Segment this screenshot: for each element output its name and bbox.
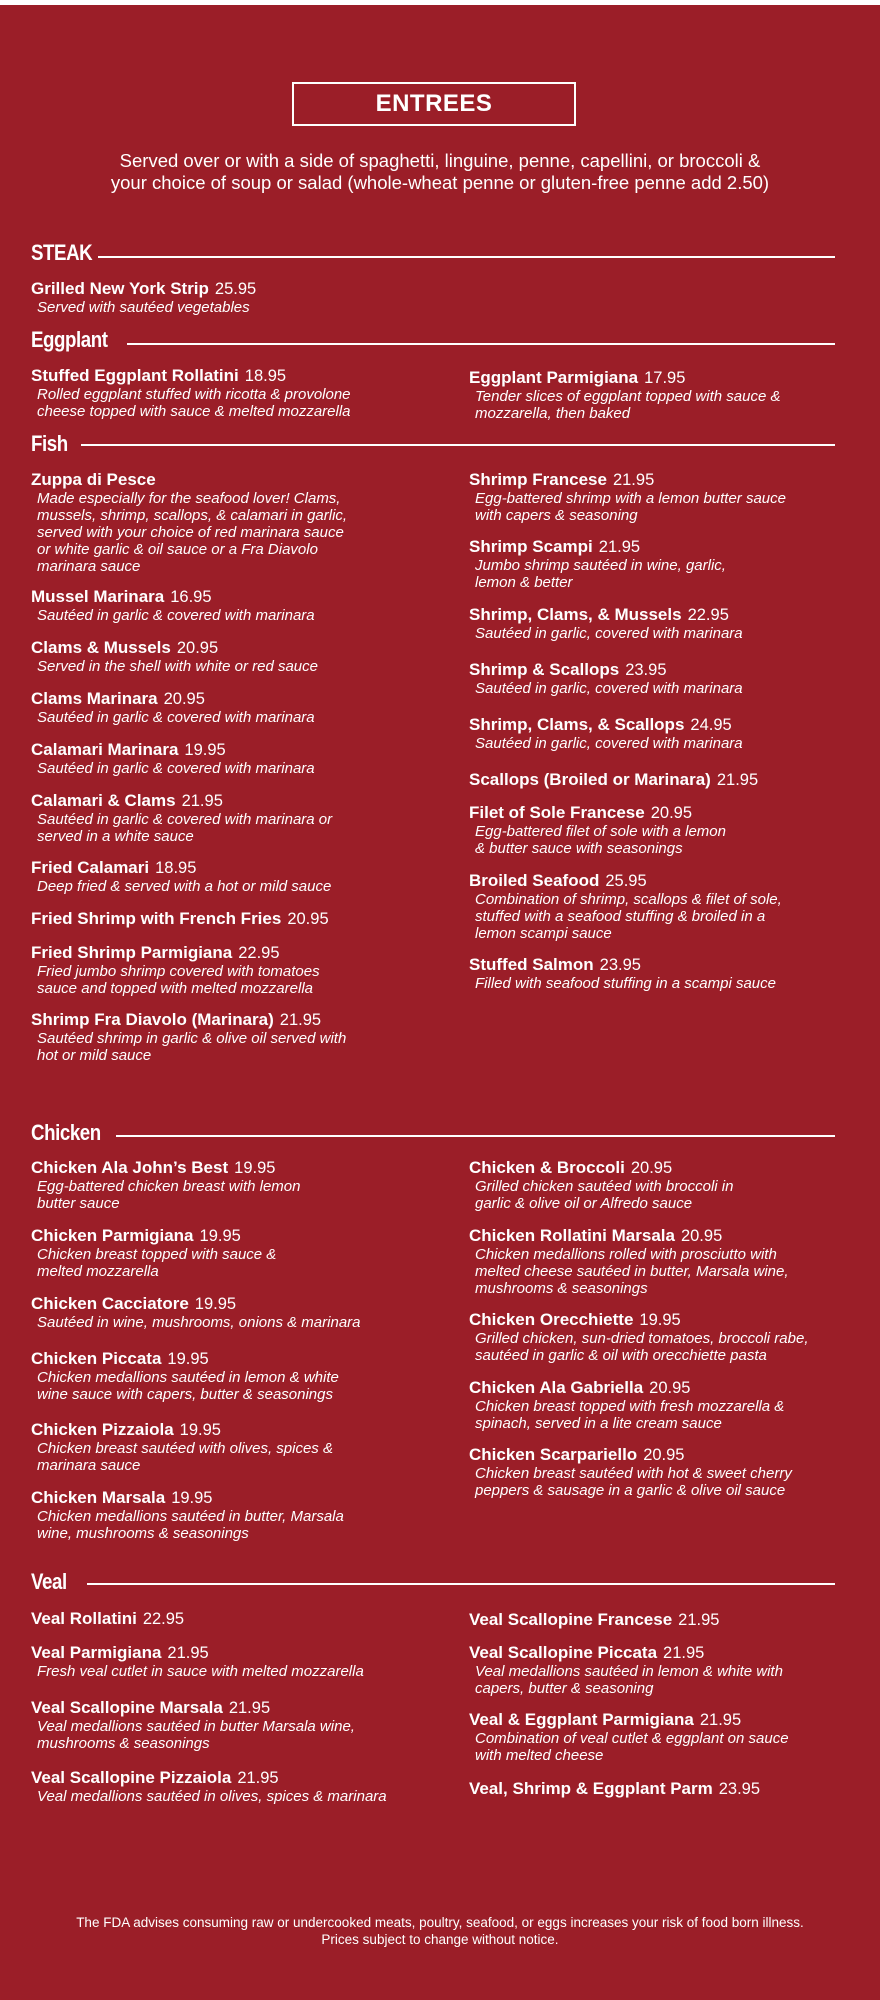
- section-title: Chicken: [31, 1120, 101, 1145]
- item-name: [469, 871, 782, 891]
- item-title: Shrimp, Clams, & Scallops: [469, 715, 685, 734]
- item-title: Grilled New York Strip: [31, 279, 209, 298]
- item-description: Chicken breast topped with sauce &: [37, 1246, 277, 1263]
- menu-item: [469, 368, 780, 422]
- item-description: wine sauce with capers, butter & seasonings: [37, 1386, 333, 1403]
- item-description: Sautéed in garlic, covered with marinara: [475, 680, 743, 697]
- section-rule: [81, 444, 835, 446]
- item-description: spinach, served in a lite cream sauce: [475, 1415, 722, 1432]
- item-name: [31, 279, 256, 299]
- item-title: Chicken Ala Gabriella: [469, 1378, 644, 1397]
- item-price: 18.95: [155, 859, 197, 877]
- item-name: [31, 1488, 344, 1508]
- item-price: 20.95: [163, 690, 205, 708]
- item-name: [31, 1010, 346, 1030]
- item-title: Eggplant Parmigiana: [469, 368, 639, 387]
- item-title: Shrimp Scampi: [469, 537, 593, 556]
- menu-item: [31, 1349, 339, 1403]
- item-title: Veal Scallopine Pizzaiola: [31, 1768, 232, 1787]
- item-price: 20.95: [649, 1379, 691, 1397]
- item-description: Veal medallions sautéed in butter Marsala wine,: [37, 1718, 355, 1735]
- item-price: 20.95: [176, 639, 219, 657]
- item-price: 21.95: [167, 1644, 209, 1662]
- item-description: served with your choice of red marinara sauce: [37, 524, 344, 541]
- section-title: Fish: [31, 431, 68, 456]
- menu-item: [469, 1226, 789, 1297]
- item-description: Sautéed in garlic & covered with marinara: [37, 760, 315, 777]
- section-title: Veal: [31, 1569, 67, 1594]
- item-description: Combination of veal cutlet & eggplant on sauce: [475, 1730, 789, 1747]
- menu-item: [31, 1294, 361, 1331]
- item-name: [469, 1445, 792, 1465]
- menu-item: [469, 1610, 719, 1630]
- item-name: [31, 689, 315, 709]
- menu-item: [31, 587, 315, 624]
- item-title: Broiled Seafood: [469, 871, 600, 890]
- item-title: Stuffed Eggplant Rollatini: [31, 366, 239, 385]
- item-description: Tender slices of eggplant topped with sauce &: [475, 388, 781, 405]
- item-price: 21.95: [678, 1611, 720, 1629]
- item-name: [469, 803, 726, 823]
- item-description: garlic & olive oil or Alfredo sauce: [475, 1195, 693, 1212]
- item-price: 23.95: [625, 661, 667, 679]
- intro-text: [40, 150, 840, 194]
- item-description: Chicken medallions sautéed in lemon & white: [37, 1369, 339, 1386]
- item-name: [31, 1294, 361, 1314]
- item-description: Egg-battered shrimp with a lemon butter sauce: [475, 490, 786, 507]
- item-description: marinara sauce: [37, 558, 141, 575]
- menu-item: [469, 605, 743, 642]
- item-description: Sautéed in garlic, covered with marinara: [475, 625, 743, 642]
- item-title: Veal Scallopine Marsala: [31, 1698, 223, 1717]
- menu-item: [469, 660, 743, 697]
- item-description: mozzarella, then baked: [475, 405, 631, 422]
- item-title: Veal Scallopine Piccata: [469, 1643, 658, 1662]
- item-name: [31, 587, 315, 607]
- item-description: Rolled eggplant stuffed with ricotta & provolone: [37, 386, 351, 403]
- item-title: Shrimp, Clams, & Mussels: [469, 605, 682, 624]
- item-title: Stuffed Salmon: [469, 955, 594, 974]
- item-name: [31, 1349, 339, 1369]
- page-title: ENTREES: [292, 82, 576, 126]
- item-name: [469, 1710, 789, 1730]
- item-price: 19.95: [234, 1159, 276, 1177]
- item-description: Egg-battered chicken breast with lemon: [37, 1178, 301, 1195]
- section-veal: [31, 1567, 73, 1597]
- menu-item: [469, 715, 743, 752]
- menu-item: [469, 803, 726, 857]
- item-title: Chicken Marsala: [31, 1488, 166, 1507]
- item-name: [469, 368, 780, 388]
- menu-item: [469, 1310, 809, 1364]
- menu-item: [31, 1158, 300, 1212]
- item-price: 21.95: [699, 1711, 742, 1729]
- item-price: 20.95: [630, 1159, 673, 1177]
- menu-item: [31, 943, 320, 997]
- item-title: Chicken Rollatini Marsala: [469, 1226, 675, 1245]
- item-description: melted cheese sautéed in butter, Marsala wine,: [475, 1263, 789, 1280]
- menu-item: [31, 689, 315, 726]
- item-name: [469, 1226, 789, 1246]
- menu-item: [469, 871, 782, 942]
- item-name: [469, 605, 743, 625]
- item-price: 21.95: [237, 1769, 279, 1787]
- item-price: 16.95: [170, 588, 212, 606]
- item-title: Clams & Mussels: [31, 638, 171, 657]
- item-name: [469, 955, 776, 975]
- item-description: Chicken breast sautéed with olives, spices &: [37, 1440, 333, 1457]
- item-title: Shrimp Francese: [469, 470, 607, 489]
- item-title: Veal Scallopine Francese: [469, 1610, 673, 1629]
- item-price: 20.95: [650, 804, 693, 822]
- item-description: Made especially for the seafood lover! Clams,: [37, 490, 341, 507]
- item-description: Veal medallions sautéed in olives, spices & marinara: [37, 1788, 387, 1805]
- footer-line-1: The FDA advises consuming raw or undercooked meats, poultry, seafood, or eggs increases your risk of food born illness.: [76, 1915, 804, 1930]
- item-title: Fried Shrimp Parmigiana: [31, 943, 233, 962]
- menu-item: [31, 1698, 355, 1752]
- item-description: butter sauce: [37, 1195, 120, 1212]
- item-price: 19.95: [184, 741, 226, 759]
- item-description: with capers & seasoning: [475, 507, 638, 524]
- item-description: Chicken breast sautéed with hot & sweet cherry: [475, 1465, 792, 1482]
- item-price: 21.95: [716, 771, 759, 789]
- menu-item: [31, 1488, 344, 1542]
- menu-item: [469, 1158, 733, 1212]
- menu-item: [31, 1420, 333, 1474]
- item-title: Shrimp & Scallops: [469, 660, 620, 679]
- section-fish: [31, 429, 74, 459]
- menu-item: [31, 909, 329, 929]
- item-title: Chicken Cacciatore: [31, 1294, 189, 1313]
- item-price: 17.95: [644, 369, 686, 387]
- item-title: Veal Parmigiana: [31, 1643, 162, 1662]
- item-description: mushrooms & seasonings: [475, 1280, 648, 1297]
- item-name: [31, 943, 320, 963]
- item-name: [469, 1779, 760, 1799]
- item-description: Sautéed in garlic & covered with marinara: [37, 607, 315, 624]
- item-name: [31, 1158, 300, 1178]
- item-description: Filled with seafood stuffing in a scampi sauce: [475, 975, 776, 992]
- item-description: Fried jumbo shrimp covered with tomatoes: [37, 963, 320, 980]
- item-price: 22.95: [142, 1610, 185, 1628]
- item-description: mussels, shrimp, scallops, & calamari in garlic,: [37, 507, 348, 524]
- item-title: Veal, Shrimp & Eggplant Parm: [469, 1779, 713, 1798]
- item-price: 19.95: [194, 1295, 237, 1313]
- item-name: [469, 770, 758, 790]
- item-description: sautéed in garlic & oil with orecchiette pasta: [475, 1347, 767, 1364]
- item-title: Chicken Scarpariello: [469, 1445, 638, 1464]
- item-description: Jumbo shrimp sautéed in wine, garlic,: [475, 557, 726, 574]
- section-rule: [98, 256, 835, 258]
- item-price: 21.95: [612, 471, 655, 489]
- top-border: [0, 0, 880, 5]
- item-name: [31, 366, 351, 386]
- item-description: Chicken breast topped with fresh mozzarella &: [475, 1398, 785, 1415]
- item-name: [31, 638, 318, 658]
- menu-item: [31, 1609, 184, 1629]
- item-title: Shrimp Fra Diavolo (Marinara): [31, 1010, 274, 1029]
- item-title: Veal Rollatini: [31, 1609, 137, 1628]
- intro-line-1: Served over or with a side of spaghetti, linguine, penne, capellini, or broccoli &: [119, 150, 761, 171]
- item-price: 24.95: [690, 716, 732, 734]
- item-description: Combination of shrimp, scallops & filet of sole,: [475, 891, 782, 908]
- menu-item: [469, 537, 726, 591]
- section-rule: [127, 343, 835, 345]
- menu-item: [31, 638, 318, 675]
- item-title: Chicken Orecchiette: [469, 1310, 634, 1329]
- item-price: 21.95: [181, 792, 223, 810]
- item-description: served in a white sauce: [37, 828, 194, 845]
- item-description: Sautéed in garlic & covered with marinara or: [37, 811, 333, 828]
- menu-item: [469, 955, 776, 992]
- item-title: Chicken Ala John’s Best: [31, 1158, 229, 1177]
- item-description: Grilled chicken sautéed with broccoli in: [475, 1178, 734, 1195]
- intro-line-2: your choice of soup or salad (whole-wheat penne or gluten-free penne add 2.50): [110, 172, 770, 193]
- item-price: 22.95: [687, 606, 729, 624]
- menu-item: [31, 366, 351, 420]
- item-name: [469, 1643, 783, 1663]
- item-name: [469, 1158, 733, 1178]
- item-price: 19.95: [179, 1421, 221, 1439]
- menu-item: [31, 279, 256, 316]
- item-description: wine, mushrooms & seasonings: [37, 1525, 249, 1542]
- item-title: Scallops (Broiled or Marinara): [469, 770, 711, 789]
- section-rule: [87, 1583, 835, 1585]
- item-name: [469, 1610, 719, 1630]
- item-title: Chicken Pizzaiola: [31, 1420, 174, 1439]
- menu-item: [31, 858, 331, 895]
- item-price: 19.95: [199, 1227, 241, 1245]
- item-description: hot or mild sauce: [37, 1047, 152, 1064]
- item-description: & butter sauce with seasonings: [475, 840, 683, 857]
- menu-item: [31, 1226, 276, 1280]
- item-price: 22.95: [238, 944, 280, 962]
- item-price: 18.95: [244, 367, 287, 385]
- menu-item: [469, 470, 786, 524]
- item-description: Served with sautéed vegetables: [37, 299, 250, 316]
- item-name: [31, 1768, 387, 1788]
- menu-item: [469, 1643, 783, 1697]
- menu-item: [469, 1445, 792, 1499]
- item-description: Served in the shell with white or red sauce: [37, 658, 318, 675]
- item-name: [31, 791, 332, 811]
- item-description: Sautéed in garlic & covered with marinara: [37, 709, 315, 726]
- item-name: [469, 470, 786, 490]
- item-name: [469, 537, 726, 557]
- menu-item: [31, 740, 315, 777]
- item-title: Fried Shrimp with French Fries: [31, 909, 282, 928]
- menu-item: [31, 1010, 346, 1064]
- footer-disclaimer: [0, 1914, 880, 1948]
- item-price: 25.95: [214, 280, 257, 298]
- item-name: [31, 1643, 364, 1663]
- item-name: [31, 1609, 184, 1629]
- menu-item: [31, 470, 347, 575]
- item-price: 20.95: [643, 1446, 685, 1464]
- item-name: [31, 470, 347, 490]
- footer-line-2: Prices subject to change without notice.: [321, 1932, 559, 1947]
- section-rule: [116, 1135, 835, 1137]
- item-description: or white garlic & oil sauce or a Fra Diavolo: [37, 541, 318, 558]
- item-title: Filet of Sole Francese: [469, 803, 645, 822]
- item-description: Fresh veal cutlet in sauce with melted mozzarella: [37, 1663, 364, 1680]
- menu-item: [469, 1378, 784, 1432]
- item-name: [469, 1310, 809, 1330]
- item-price: 19.95: [171, 1489, 213, 1507]
- item-price: 19.95: [639, 1311, 681, 1329]
- item-price: 21.95: [663, 1644, 705, 1662]
- item-name: [469, 715, 743, 735]
- section-steak: [31, 238, 103, 268]
- item-title: Chicken & Broccoli: [469, 1158, 625, 1177]
- item-title: Chicken Parmigiana: [31, 1226, 194, 1245]
- item-description: Deep fried & served with a hot or mild sauce: [37, 878, 332, 895]
- item-description: stuffed with a seafood stuffing & broiled in a: [475, 908, 766, 925]
- item-price: 23.95: [599, 956, 641, 974]
- item-description: mushrooms & seasonings: [37, 1735, 210, 1752]
- menu-item: [31, 791, 332, 845]
- item-description: cheese topped with sauce & melted mozzarella: [37, 403, 351, 420]
- item-description: Chicken medallions sautéed in butter, Marsala: [37, 1508, 344, 1525]
- item-description: capers, butter & seasoning: [475, 1680, 654, 1697]
- item-description: Veal medallions sautéed in lemon & white with: [475, 1663, 783, 1680]
- item-title: Mussel Marinara: [31, 587, 165, 606]
- menu-item: [31, 1643, 364, 1680]
- menu-item: [469, 1710, 789, 1764]
- item-description: Grilled chicken, sun-dried tomatoes, broccoli rabe,: [475, 1330, 809, 1347]
- item-title: Veal & Eggplant Parmigiana: [469, 1710, 694, 1729]
- section-chicken: [31, 1118, 113, 1148]
- item-description: lemon scampi sauce: [475, 925, 612, 942]
- item-price: 21.95: [228, 1699, 271, 1717]
- item-title: Fried Calamari: [31, 858, 150, 877]
- item-price: 23.95: [718, 1780, 761, 1798]
- section-title: Eggplant: [31, 327, 108, 352]
- menu-item: [469, 1779, 760, 1799]
- item-price: 20.95: [680, 1227, 723, 1245]
- item-price: 19.95: [167, 1350, 209, 1368]
- item-name: [31, 909, 329, 929]
- item-name: [31, 740, 315, 760]
- item-price: 20.95: [287, 910, 329, 928]
- item-description: melted mozzarella: [37, 1263, 159, 1280]
- menu-item: [469, 770, 758, 790]
- item-title: Calamari Marinara: [31, 740, 179, 759]
- item-description: with melted cheese: [475, 1747, 604, 1764]
- item-description: lemon & better: [475, 574, 573, 591]
- item-name: [31, 1420, 333, 1440]
- menu-item: [31, 1768, 387, 1805]
- item-price: 21.95: [279, 1011, 322, 1029]
- item-description: Sautéed shrimp in garlic & olive oil served with: [37, 1030, 347, 1047]
- item-name: [469, 660, 743, 680]
- item-name: [31, 1698, 355, 1718]
- item-title: Chicken Piccata: [31, 1349, 162, 1368]
- item-price: 25.95: [605, 872, 647, 890]
- item-description: sauce and topped with melted mozzarella: [37, 980, 313, 997]
- item-name: [469, 1378, 784, 1398]
- item-name: [31, 1226, 276, 1246]
- item-title: Zuppa di Pesce: [31, 470, 156, 489]
- item-description: Egg-battered filet of sole with a lemon: [475, 823, 726, 840]
- item-name: [31, 858, 331, 878]
- item-description: Sautéed in wine, mushrooms, onions & marinara: [37, 1314, 361, 1331]
- section-title: STEAK: [31, 240, 93, 265]
- item-description: Sautéed in garlic, covered with marinara: [475, 735, 743, 752]
- item-price: 21.95: [598, 538, 641, 556]
- section-eggplant: [31, 325, 121, 355]
- item-title: Clams Marinara: [31, 689, 158, 708]
- item-description: marinara sauce: [37, 1457, 141, 1474]
- item-description: Chicken medallions rolled with prosciutto with: [475, 1246, 777, 1263]
- item-description: peppers & sausage in a garlic & olive oil sauce: [475, 1482, 786, 1499]
- item-title: Calamari & Clams: [31, 791, 176, 810]
